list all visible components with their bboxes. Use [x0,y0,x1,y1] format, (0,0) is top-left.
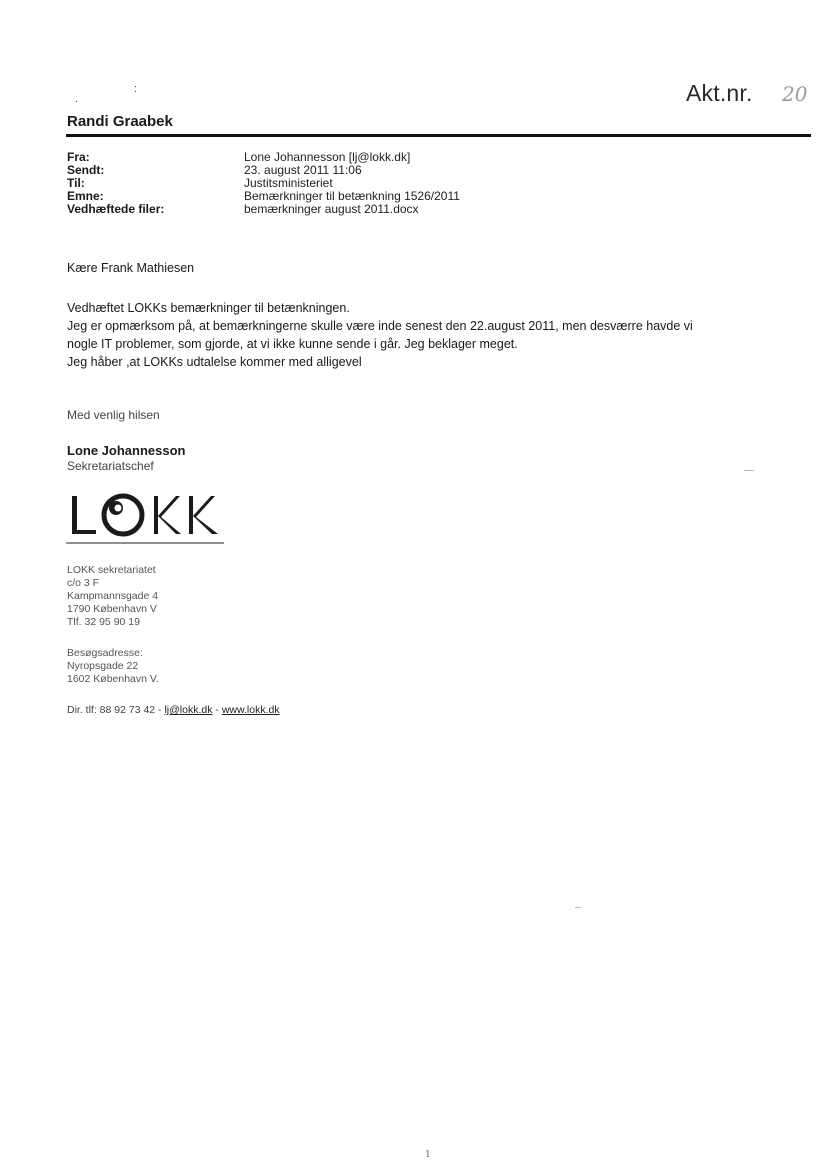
scan-speck: . [75,93,79,105]
body-line: Vedhæftet LOKKs bemærkninger til betænkningen. [67,301,350,315]
from-label: Fra: [67,150,90,164]
case-number-handwritten: 20 [782,82,808,106]
logo-tagline [66,541,226,545]
body-line: Jeg er opmærksom på, at bemærkningerne skulle være inde senest den 22.august 2011, men desværre havde vi [67,319,693,333]
sent-value: 23. august 2011 11:06 [244,163,362,177]
address-line: c/o 3 F [67,577,100,589]
email-link[interactable]: lj@lokk.dk [164,704,213,716]
phone-line: Tlf. 32 95 90 19 [67,616,140,628]
body-line: nogle IT problemer, som gjorde, at vi ikke kunne sende i går. Jeg beklager meget. [67,337,518,351]
signature-name: Lone Johannesson [67,443,186,458]
case-number-label: Akt.nr. [686,80,753,106]
separator: - [212,704,222,716]
header-divider [66,134,811,137]
attachments-label: Vedhæftede filer: [67,202,165,216]
to-label: Til: [67,176,85,190]
to-value: Justitsministeriet [244,176,333,190]
address-line: Kampmannsgade 4 [67,590,159,602]
subject-value: Bemærkninger til betænkning 1526/2011 [244,189,460,203]
scan-artifact [575,907,581,908]
scan-speck: : [134,83,138,95]
address-line: LOKK sekretariatet [67,564,156,576]
address-line: 1602 København V. [67,673,159,685]
sent-label: Sendt: [67,163,105,177]
direct-contact-line [67,704,280,716]
address-line: Nyropsgade 22 [67,660,139,672]
subject-label: Emne: [67,189,104,203]
salutation: Kære Frank Mathiesen [67,261,195,275]
page-number: 1 [425,1150,431,1160]
signature-title: Sekretariatschef [67,459,154,473]
direct-phone: Dir. tlf: 88 92 73 42 - [67,704,165,716]
from-value: Lone Johannesson [lj@lokk.dk] [244,150,411,164]
scan-artifact [744,470,754,471]
closing-greeting: Med venlig hilsen [67,408,160,422]
website-link[interactable]: www.lokk.dk [221,704,280,716]
address-line: 1790 København V [67,603,157,615]
body-line: Jeg håber ,at LOKKs udtalelse kommer med alligevel [67,355,362,369]
address-line: Besøgsadresse: [67,647,143,659]
attachment-file[interactable]: bemærkninger august 2011.docx [244,202,419,216]
sender-heading: Randi Graabek [67,113,173,130]
lokk-logo [66,486,226,548]
